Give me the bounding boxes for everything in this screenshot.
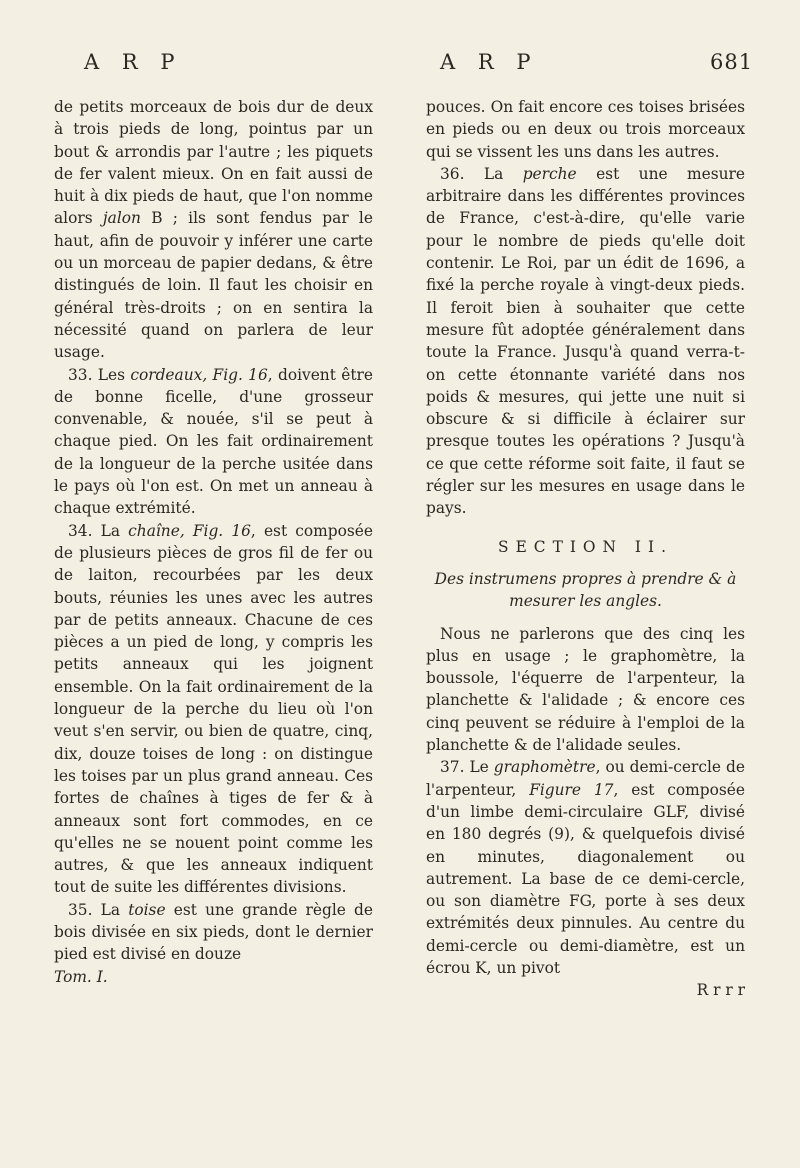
running-head-left: A R P bbox=[84, 50, 183, 74]
article-number: 34. La bbox=[68, 521, 121, 540]
paragraph-continued bbox=[54, 96, 373, 364]
figure-reference: , Fig. 16 bbox=[202, 365, 268, 384]
signature-line bbox=[426, 979, 745, 1001]
term-graphometre: graphomètre bbox=[493, 758, 596, 777]
paragraph-text: est une mesure arbitraire dans les différentes provinces de France, c'est-à-dire, qu'elle varie pour le nombre de pieds qu'elle doit contenir. Le Roi, par un édit de 1696, a fixé la perche royale à vingt-deux pieds. Il feroit bien à souhaiter que cette mesure fût adoptée généralement dans toute la France. Jusqu'à quand verra-t-on cette étonnante variété dans nos poids & mesures, qui jette une nuit si obscure & si difficile à éclairer sur presque toutes les opérations ? Jusqu'à ce que cette réforme soit faite, il faut se régler sur les mesures en usage dans le pays. bbox=[426, 164, 745, 518]
page-number: 681 bbox=[710, 50, 754, 74]
volume-signature: Tom. I. bbox=[54, 967, 108, 986]
article-number: 35. La bbox=[68, 900, 121, 919]
term-cordeaux: cordeaux bbox=[130, 365, 203, 384]
paragraph-intro bbox=[426, 623, 745, 757]
paragraph-text: , doivent être de bonne ficelle, d'une grosseur convenable, & nouée, s'il se peut à chaque pied. On les fait ordinairement de la longueur de la perche usitée dans le pays où l'on est. On met un anneau à chaque extrémité. bbox=[54, 365, 373, 518]
paragraph-37 bbox=[426, 756, 745, 979]
right-column bbox=[426, 96, 745, 1002]
term-jalon: jalon bbox=[102, 209, 141, 228]
paragraph-text: de petits morceaux de bois dur de deux à trois pieds de long, pointus par un bout & arrondis par l'autre ; les piquets de fer valent mieux. On en fait aussi de huit à dix pieds de haut, que l'on nomme alors bbox=[54, 98, 373, 228]
paragraph-36 bbox=[426, 163, 745, 520]
term-chaine: chaîne bbox=[128, 521, 180, 540]
article-number: 36. La bbox=[440, 164, 504, 183]
paragraph-text: , ou demi-cercle de l'arpenteur, bbox=[426, 758, 745, 799]
paragraph-35 bbox=[54, 899, 373, 966]
paragraph-text: Nous ne parlerons que des cinq les plus en usage ; le graphomètre, la boussole, l'équerre de l'arpenteur, la planchette & l'alidade ; & encore ces cinq peuvent se réduire à l'emploi de la planchette & de l'alidade seules. bbox=[426, 624, 745, 755]
gathering-signature: R r r r bbox=[696, 981, 745, 1000]
paragraph-text: est une grande règle de bois divisée en six pieds, dont le dernier pied est divisé en douze bbox=[54, 900, 374, 964]
section-heading: SECTION II. bbox=[498, 537, 673, 556]
figure-reference: , Fig. 16 bbox=[179, 521, 251, 540]
running-head-right: A R P bbox=[440, 50, 539, 74]
signature-line bbox=[54, 966, 373, 988]
article-number: 37. Le bbox=[440, 758, 489, 777]
article-number: 33. Les bbox=[68, 365, 126, 384]
section-subtitle: Des instrumens propres à prendre & à mesurer les angles. bbox=[434, 569, 737, 611]
term-perche: perche bbox=[522, 164, 577, 183]
paragraph-continued bbox=[426, 96, 745, 163]
left-column bbox=[54, 96, 373, 988]
figure-reference: Figure 17 bbox=[529, 780, 614, 799]
paragraph-text: B ; ils sont fendus par le haut, afin de pouvoir y inférer une carte ou un morceau de papier dedans, & être distingués de loin. Il faut les choisir en général très-droits ; on en sentira la nécessité quand on parlera de leur usage. bbox=[54, 209, 373, 362]
paragraph-text: pouces. On fait encore ces toises brisées en pieds ou en deux ou trois morceaux qui se vissent les uns dans les autres. bbox=[426, 98, 745, 161]
term-toise: toise bbox=[128, 900, 166, 919]
paragraph-text: , est composée de plusieurs pièces de gros fil de fer ou de laiton, recourbées par les deux bouts, réunies les unes avec les autres par de petits anneaux. Chacune de ces pièces a un pied de long, y compris les petits anneaux qui les joignent ensemble. On la fait ordinairement de la longueur de la perche du lieu où l'on veut s'en servir, ou bien de quatre, cinq, dix, douze toises de long : on distingue les toises par un plus grand anneau. Ces fortes de chaînes à tiges de fer & à anneaux sont fort commodes, en ce qu'elles ne se nouent point comme les autres, & que les anneaux indiquent tout de suite les différentes divisions. bbox=[54, 521, 373, 897]
paragraph-33 bbox=[54, 364, 373, 520]
paragraph-text: , est composée d'un limbe demi-circulaire GLF, divisé en 180 degrés (9), & quelquefois divisé en minutes, diagonalement ou autrement. La base de ce demi-cercle, ou son diamètre FG, porte à ses deux extrémités deux pinnules. Au centre du demi-cercle ou demi-diamètre, est un écrou K, un pivot bbox=[426, 780, 745, 977]
paragraph-34 bbox=[54, 520, 373, 899]
